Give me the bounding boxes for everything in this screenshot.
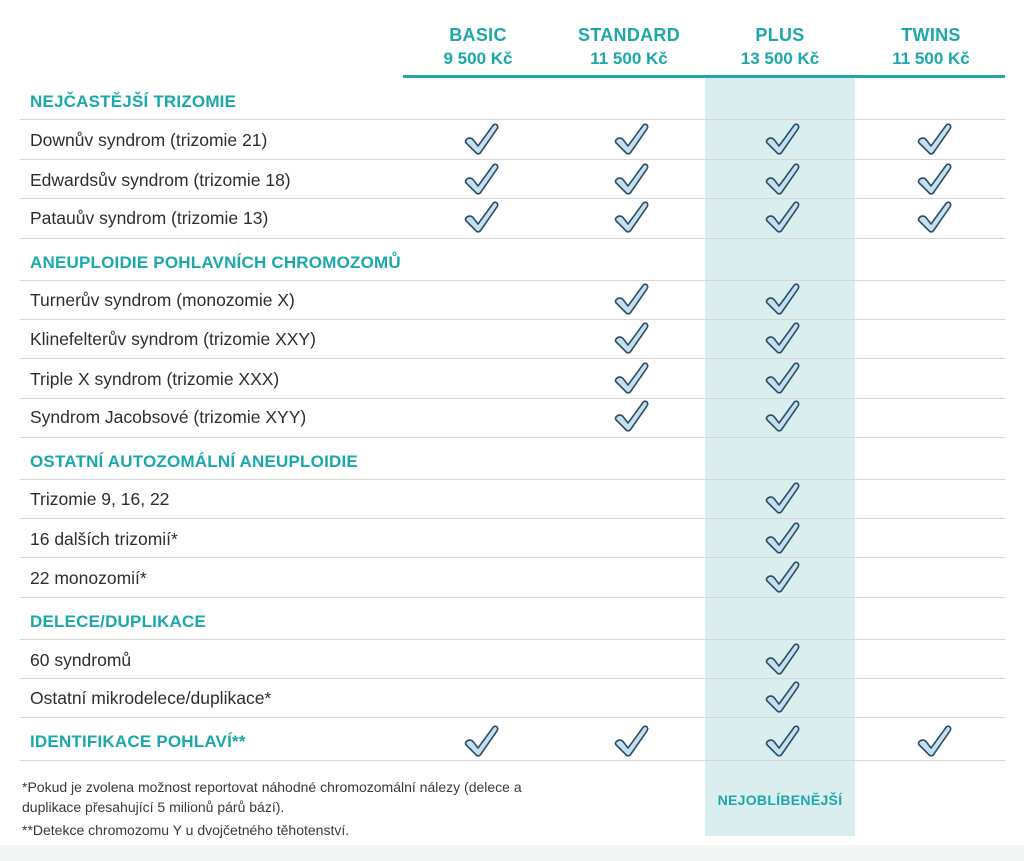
row-divider — [20, 479, 1005, 480]
plan-name: PLUS — [755, 25, 805, 45]
check-icon — [463, 122, 499, 156]
row-divider — [20, 639, 1005, 640]
row-divider — [20, 119, 1005, 120]
plan-price: 11 500 Kč — [590, 49, 668, 68]
check-icon — [613, 361, 649, 395]
plan-header-twins — [856, 24, 1006, 71]
row-label: Edwardsův syndrom (trizomie 18) — [30, 170, 291, 190]
check-icon — [764, 724, 800, 758]
check-icon — [916, 200, 952, 234]
check-icon — [764, 521, 800, 555]
footnote: *Pokud je zvolena možnost reportovat náhodné chromozomální nálezy (delece a — [22, 779, 522, 795]
section-title: OSTATNÍ AUTOZOMÁLNÍ ANEUPLOIDIE — [30, 452, 358, 471]
check-icon — [764, 162, 800, 196]
check-icon — [916, 724, 952, 758]
most-popular-badge: NEJOBLÍBENĚJŠÍ — [717, 792, 843, 808]
plan-name: TWINS — [901, 25, 961, 45]
row-label: Patauův syndrom (trizomie 13) — [30, 208, 269, 228]
row-label: 16 dalších trizomií* — [30, 529, 178, 549]
check-icon — [764, 481, 800, 515]
check-icon — [764, 399, 800, 433]
plan-header-plus — [705, 24, 855, 71]
plan-price: 13 500 Kč — [740, 49, 820, 68]
row-divider — [20, 198, 1005, 199]
check-icon — [613, 122, 649, 156]
check-icon — [764, 642, 800, 676]
plan-price: 9 500 Kč — [443, 49, 513, 68]
plan-name: BASIC — [449, 25, 507, 45]
check-icon — [916, 122, 952, 156]
row-divider — [20, 280, 1005, 281]
sex-identification-title: IDENTIFIKACE POHLAVÍ** — [30, 732, 246, 751]
row-label: 22 monozomií* — [30, 568, 147, 588]
row-label: Syndrom Jacobsové (trizomie XYY) — [30, 407, 307, 427]
check-icon — [613, 724, 649, 758]
check-icon — [764, 200, 800, 234]
row-divider — [20, 319, 1005, 320]
row-divider — [20, 159, 1005, 160]
check-icon — [463, 724, 499, 758]
check-icon — [764, 321, 800, 355]
row-divider — [20, 238, 1005, 239]
row-divider — [20, 518, 1005, 519]
row-divider — [20, 678, 1005, 679]
row-divider — [20, 557, 1005, 558]
check-icon — [764, 122, 800, 156]
row-label: Trizomie 9, 16, 22 — [30, 489, 170, 509]
section-title: DELECE/DUPLIKACE — [30, 612, 207, 631]
check-icon — [613, 200, 649, 234]
check-icon — [613, 282, 649, 316]
section-title: NEJČASTĚJŠÍ TRIZOMIE — [30, 92, 237, 111]
row-divider — [20, 717, 1005, 718]
check-icon — [916, 162, 952, 196]
row-label: 60 syndromů — [30, 650, 132, 670]
check-icon — [764, 282, 800, 316]
header-divider — [403, 75, 1005, 78]
plan-price: 11 500 Kč — [892, 49, 970, 68]
check-icon — [613, 162, 649, 196]
check-icon — [463, 162, 499, 196]
plan-header-standard — [554, 24, 704, 71]
row-divider — [20, 597, 1005, 598]
row-divider — [20, 437, 1005, 438]
check-icon — [764, 560, 800, 594]
footnote: **Detekce chromozomu Y u dvojčetného těhotenství. — [22, 822, 350, 838]
row-label: Turnerův syndrom (monozomie X) — [30, 290, 295, 310]
check-icon — [764, 361, 800, 395]
check-icon — [613, 321, 649, 355]
bottom-strip — [0, 845, 1024, 861]
check-icon — [463, 200, 499, 234]
section-title: ANEUPLOIDIE POHLAVNÍCH CHROMOZOMŮ — [30, 253, 401, 272]
row-label: Klinefelterův syndrom (trizomie XXY) — [30, 329, 316, 349]
check-icon — [764, 680, 800, 714]
row-label: Downův syndrom (trizomie 21) — [30, 130, 268, 150]
row-divider — [20, 398, 1005, 399]
plan-header-basic — [403, 24, 553, 71]
check-icon — [613, 399, 649, 433]
row-divider — [20, 760, 1005, 761]
plan-name: STANDARD — [577, 25, 681, 45]
row-divider — [20, 358, 1005, 359]
footnote: duplikace přesahující 5 milionů párů bází). — [22, 799, 285, 815]
row-label: Ostatní mikrodelece/duplikace* — [30, 688, 272, 708]
row-label: Triple X syndrom (trizomie XXX) — [30, 369, 280, 389]
